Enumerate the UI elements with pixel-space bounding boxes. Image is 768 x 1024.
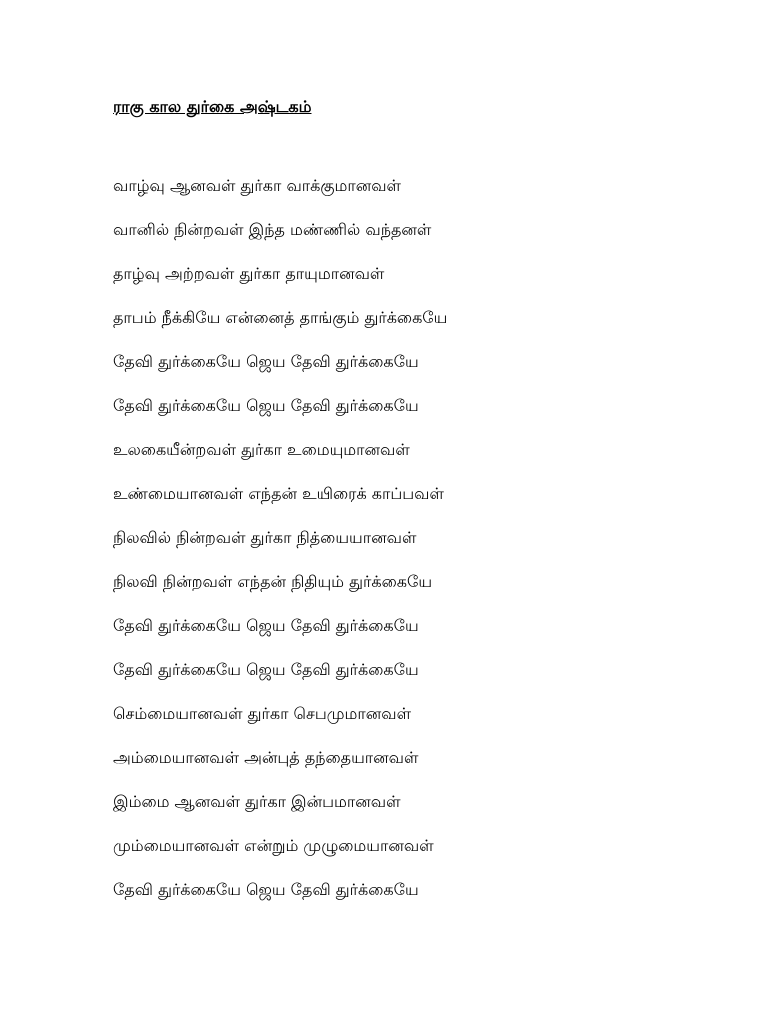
verse-line: மும்மையானவள் என்றும் முழுமையானவள்: [113, 836, 434, 855]
verse-line: உண்மையானவள் எந்தன் உயிரைக் காப்பவள்: [113, 484, 444, 503]
verse-line: இம்மை ஆனவள் துர்கா இன்பமானவள்: [113, 792, 401, 811]
verse-line: தாழ்வு அற்றவள் துர்கா தாயுமானவள்: [113, 264, 385, 283]
verse-line: தேவி துர்க்கையே ஜெய தேவி துர்க்கையே: [113, 396, 419, 415]
verse-line: உலகையீன்றவள் துர்கா உமையுமானவள்: [113, 440, 410, 459]
verse-line: தேவி துர்க்கையே ஜெய தேவி துர்க்கையே: [113, 660, 419, 679]
verse-line: வாழ்வு ஆனவள் துர்கா வாக்குமானவள்: [113, 176, 401, 195]
verse-line: தேவி துர்க்கையே ஜெய தேவி துர்க்கையே: [113, 616, 419, 635]
verse-line: தேவி துர்க்கையே ஜெய தேவி துர்க்கையே: [113, 880, 419, 899]
verse-line: நிலவில் நின்றவள் துர்கா நித்யையானவள்: [113, 528, 417, 547]
verse-line: செம்மையானவள் துர்கா செபமுமானவள்: [113, 704, 412, 723]
verse-line: நிலவி நின்றவள் எந்தன் நிதியும் துர்க்கையே: [113, 572, 433, 591]
verse-line: தேவி துர்க்கையே ஜெய தேவி துர்க்கையே: [113, 352, 419, 371]
verse-line: தாபம் நீக்கியே என்னைத் தாங்கும் துர்க்கையே: [113, 308, 448, 327]
verse-line: வானில் நின்றவள் இந்த மண்ணில் வந்தனள்: [113, 220, 432, 239]
verse-lines: [113, 174, 447, 922]
document-title: ராகு கால துர்கை அஷ்டகம்: [113, 97, 312, 116]
verse-line: அம்மையானவள் அன்புத் தந்தையானவள்: [113, 748, 419, 767]
